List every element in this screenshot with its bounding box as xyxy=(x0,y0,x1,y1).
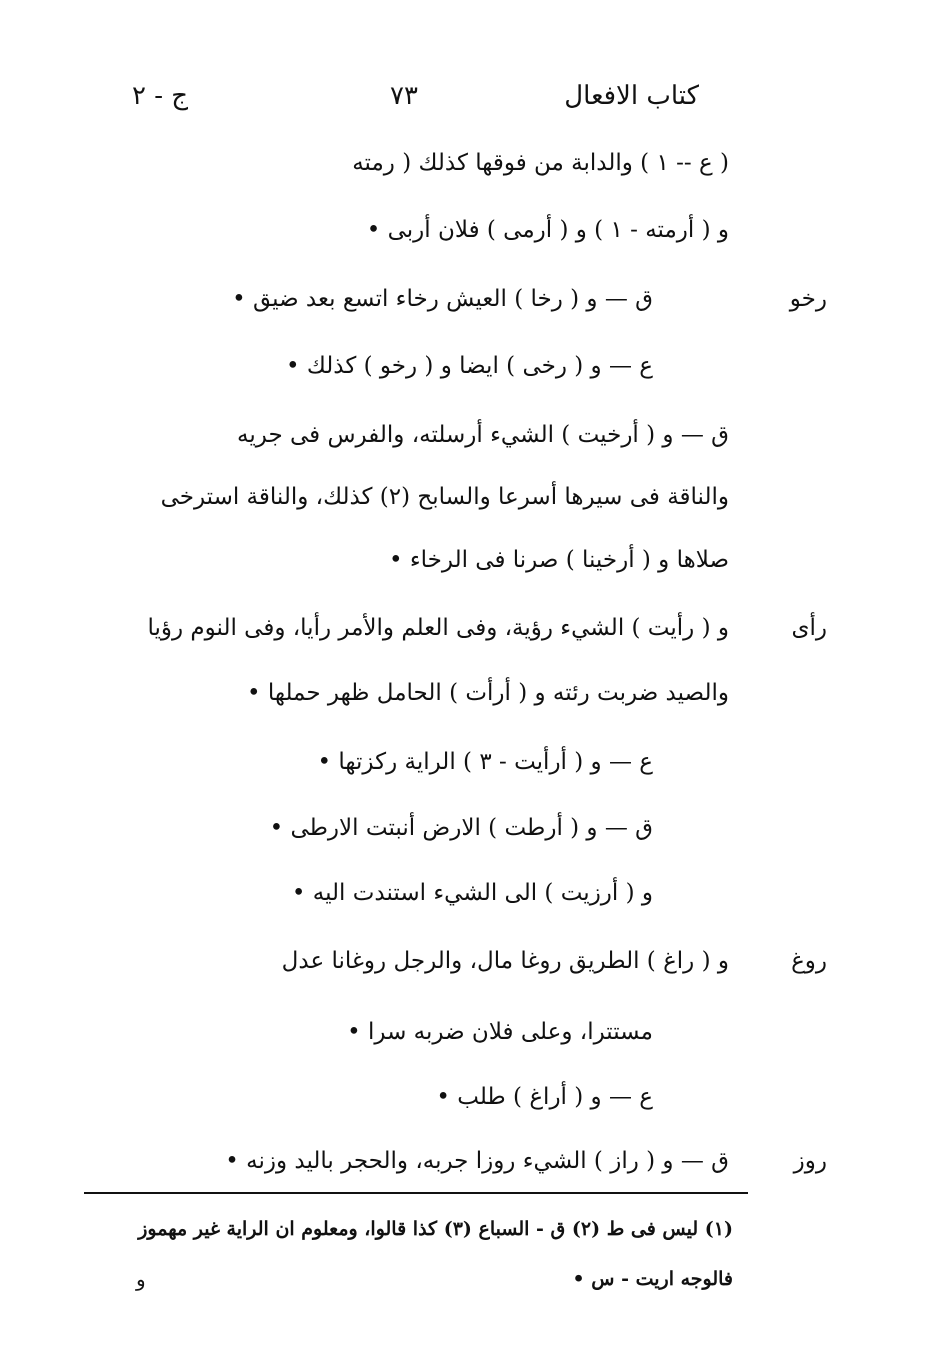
text-line-3: ق — و ( رخا ) العيش رخاء اتسع بعد ضيق • xyxy=(232,286,653,312)
text-line-15: ع — و ( أراغ ) طلب • xyxy=(436,1084,653,1110)
footnote-divider xyxy=(84,1192,748,1194)
text-line-1: ( ع -- ١ ) والدابة من فوقها كذلك ( رمته xyxy=(352,150,729,176)
footnote-line-1: (١) ليس فى ط (٢) ق - السباع (٣) كذا قالوا، ومعلوم ان الراية غير مهموز xyxy=(138,1218,733,1240)
root-raay: رأى xyxy=(791,615,827,641)
text-line-9: والصيد ضربت رئته و ( أرأت ) الحامل ظهر حملها • xyxy=(246,680,729,706)
text-line-4: ع — و ( رخى ) ايضا و ( رخو ) كذلك • xyxy=(286,353,653,379)
text-line-2: و ( أرمته - ١ ) و ( أرمى ) فلان أربى • xyxy=(366,217,729,243)
text-line-13: و ( راغ ) الطريق روغا مال، والرجل روغانا عدل xyxy=(281,948,729,974)
text-line-14: مستترا، وعلى فلان ضربه سرا • xyxy=(347,1019,653,1045)
text-line-6: والناقة فى سيرها أسرعا والسابح (٢) كذلك، والناقة استرخى xyxy=(160,484,729,510)
book-title: كتاب الافعال xyxy=(564,81,699,111)
text-line-5: ق — و ( أرخيت ) الشيء أرسلته، والفرس فى جريه xyxy=(237,422,729,448)
footnote-line-2: فالوجه اريت - س • xyxy=(572,1268,733,1290)
text-line-11: ق — و ( أرطت ) الارض أنبتت الارطى • xyxy=(269,815,653,841)
root-rakhw: رخو xyxy=(789,286,827,312)
text-line-10: ع — و ( أرأيت - ٣ ) الراية ركزتها • xyxy=(317,749,653,775)
root-rawgh: روغ xyxy=(791,948,827,974)
root-rawz: روز xyxy=(793,1148,827,1174)
text-line-16: ق — و ( راز ) الشيء روزا جربه، والحجر باليد وزنه • xyxy=(225,1148,729,1174)
page-number: ٧٣ xyxy=(390,81,418,111)
catchword: و xyxy=(136,1267,146,1291)
text-line-8: و ( رأيت ) الشيء رؤية، وفى العلم والأمر رأيا، وفى النوم رؤيا xyxy=(147,615,729,641)
volume-label: ج - ٢ xyxy=(132,81,189,111)
text-line-7: صلاها و ( أرخينا ) صرنا فى الرخاء • xyxy=(388,547,729,573)
text-line-12: و ( أرزيت ) الى الشيء استندت اليه • xyxy=(291,880,653,906)
